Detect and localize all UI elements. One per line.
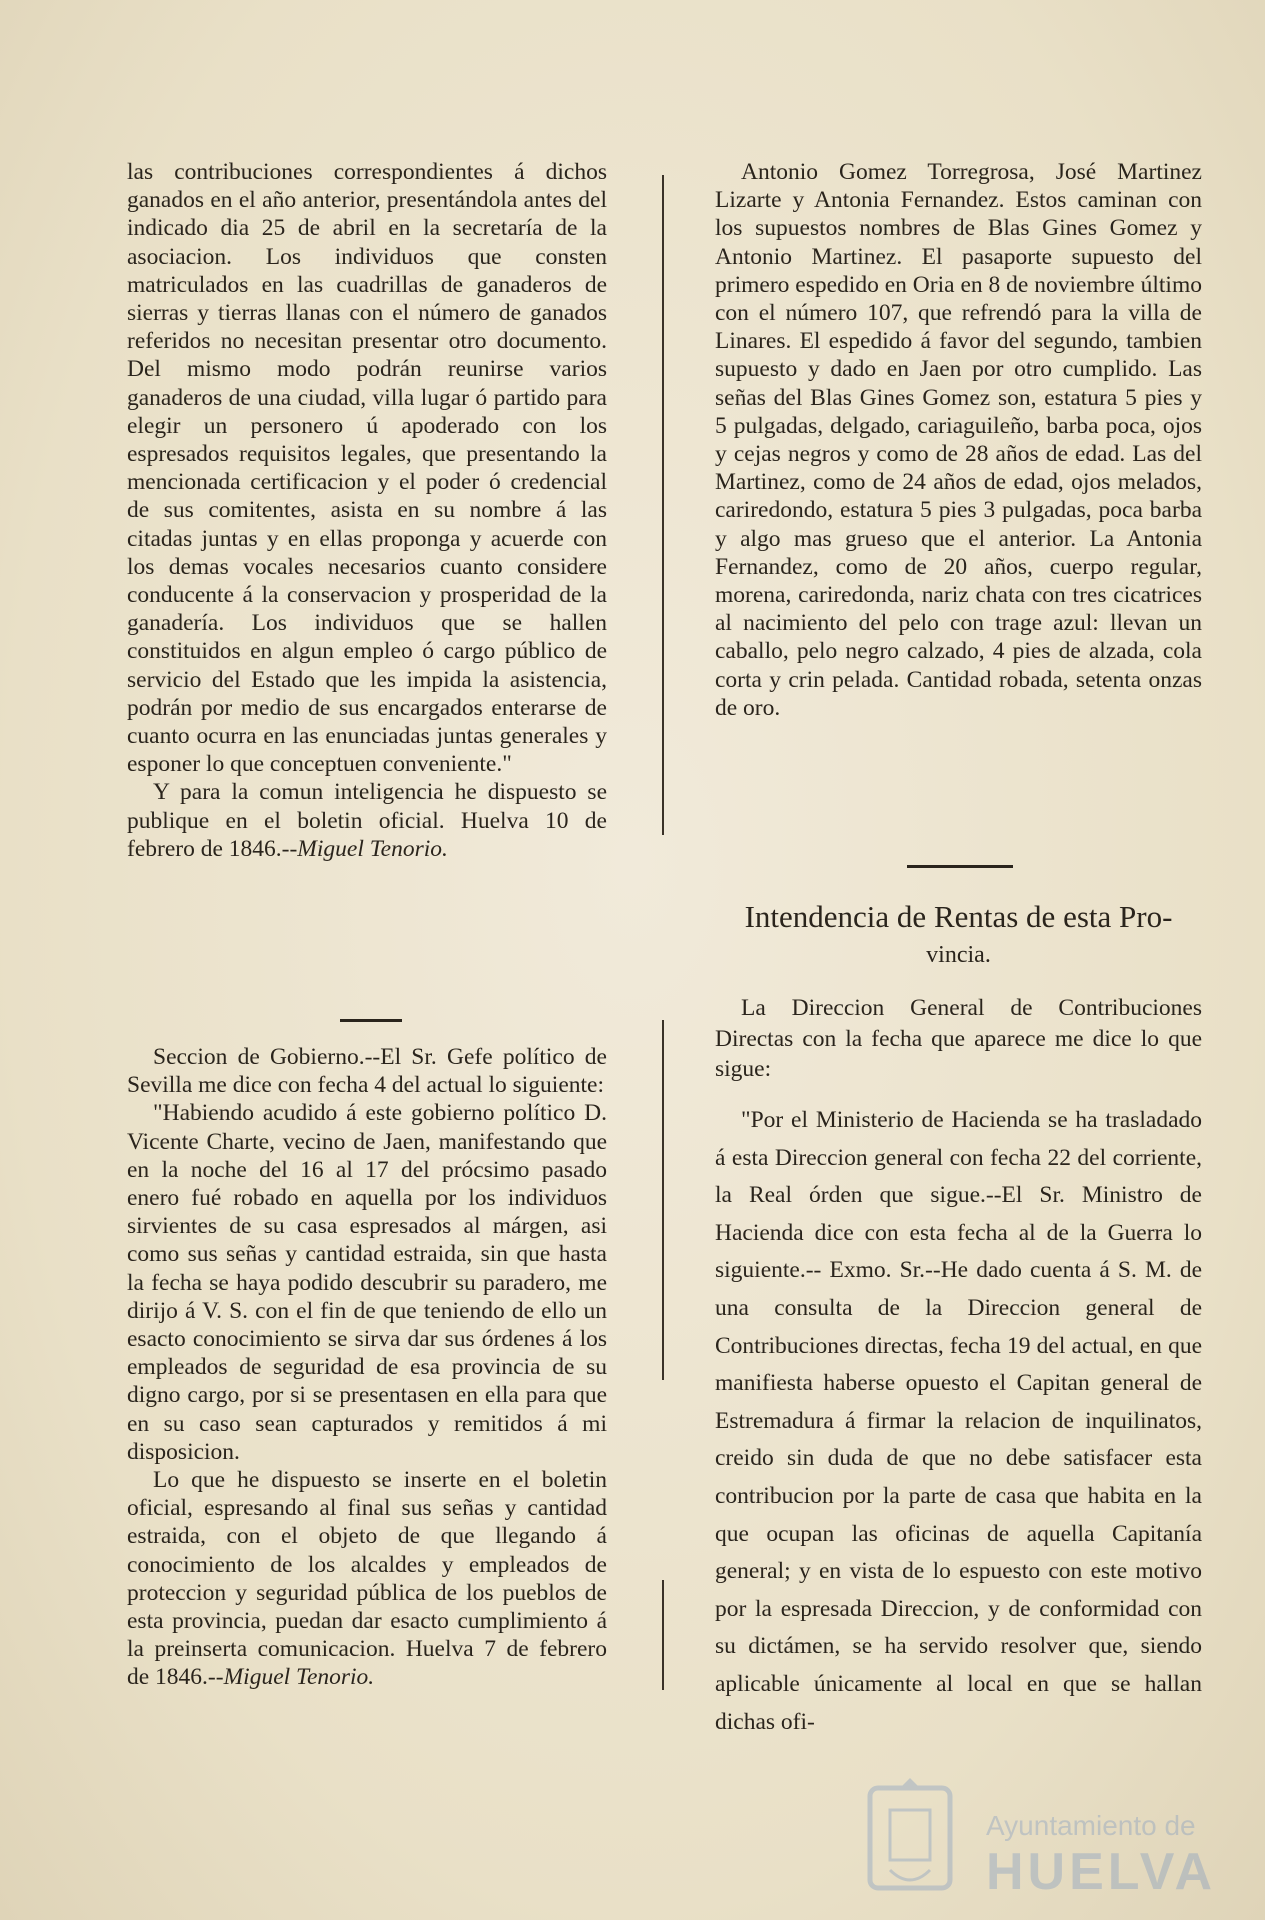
left-paragraph-5-text: Lo que he dispuesto se inserte en el boletin oficial, espresando al final sus señas y cantidad estraida, con el objeto de que llegando á conocimiento de los alcaldes y empleados de proteccion y seguridad pública de los pueblos de esta provincia, puedan dar esacto cumplimiento á la preinserta comunicacion. Huelva 7 de febrero de 1846.-- xyxy=(127,1467,607,1691)
coat-of-arms-icon xyxy=(860,1770,960,1910)
right-column-intro xyxy=(715,993,1202,1085)
left-column-lower xyxy=(127,1043,607,1692)
left-paragraph-2 xyxy=(127,778,607,863)
watermark xyxy=(860,1770,1260,1910)
right-column xyxy=(715,158,1202,722)
left-signature-2: Miguel Tenorio. xyxy=(223,1664,375,1691)
watermark-line1: Ayuntamiento de xyxy=(986,1810,1196,1841)
section-heading-line1: Intendencia de Rentas de esta Pro- xyxy=(744,899,1173,934)
left-paragraph-1: las contribuciones correspondientes á dichos ganados en el año anterior, presentándola antes del indicado dia 25 de abril en la secretaría de la asociacion. Los individuos que consten matriculados en las cuadrillas de ganaderos de sierras y tierras llanas con el número de ganados referidos no necesitan presentar otro documento. Del mismo modo podrán reunirse varios ganaderos de una ciudad, villa lugar ó partido para elegir un personero ú apoderado con los espresados requisitos legales, que presentando la mencionada certificacion y el poder ó credencial de sus comitentes, asista en su nombre á las citadas juntas y en ellas proponga y acuerde con los demas vocales necesarios cuanto considere conducente á la conservacion y prosperidad de la ganadería. Los individuos que se hallen constituidos en algun empleo ó cargo público de servicio del Estado que les impida la asistencia, podrán por medio de sus encargados enterarse de cuanto ocurra en las enunciadas juntas generales y esponer lo que conceptuen conveniente." xyxy=(127,159,607,778)
column-rule xyxy=(662,1580,664,1690)
column-rule xyxy=(662,1020,664,1380)
left-paragraph-3: Seccion de Gobierno.--El Sr. Gefe político de Sevilla me dice con fecha 4 del actual lo siguiente: xyxy=(127,1044,607,1099)
left-paragraph-2-text: Y para la comun inteligencia he dispuesto se publique en el boletin oficial. Huelva 10 de febrero de 1846.-- xyxy=(127,779,607,862)
right-paragraph-1: Antonio Gomez Torregrosa, José Martinez Lizarte y Antonia Fernandez. Estos caminan con los supuestos nombres de Blas Gines Gomez y Antonio Martinez. El pasaporte supuesto del primero espedido en Oria en 8 de noviembre último con el número 107, que refrendó para la villa de Linares. El espedido á favor del segundo, tambien supuesto y dado en Jaen por otro cumplido. Las señas del Blas Gines Gomez son, estatura 5 pies y 5 pulgadas, delgado, cariaguileño, barba poca, ojos y cejas negros y como de 28 años de edad. Las del Martinez, como de 24 años de edad, ojos melados, cariredondo, estatura 5 pies 3 pulgadas, poca barba y algo mas grueso que el anterior. La Antonia Fernandez, como de 20 años, cuerpo regular, morena, cariredonda, nariz chata con tres cicatrices al nacimiento del pelo con trage azul: llevan un caballo, pelo negro calzado, 4 pies de alzada, cola corta y crin pelada. Cantidad robada, setenta onzas de oro. xyxy=(715,159,1202,721)
right-column-order xyxy=(715,1102,1202,1741)
section-heading-line2: vincia. xyxy=(926,942,991,968)
section-divider-left xyxy=(340,1019,402,1022)
section-divider-right xyxy=(907,865,1013,868)
watermark-line2: HUELVA xyxy=(986,1843,1217,1901)
section-heading xyxy=(715,898,1202,974)
left-signature-1: Miguel Tenorio. xyxy=(297,835,448,862)
left-paragraph-4: "Habiendo acudido á este gobierno político D. Vicente Charte, vecino de Jaen, manifestando que en la noche del 16 al 17 del prócsimo pasado enero fué robado en aquella por los individuos sirvientes de su casa espresados al márgen, asi como sus señas y cantidad estraida, sin que hasta la fecha se haya podido descubrir su paradero, me dirijo á V. S. con el fin de que teniendo de ello un esacto conocimiento se sirva dar sus órdenes á los empleados de seguridad de esa provincia de su digno cargo, por si se presentasen en ella para que en su caso sean capturados y remitidos á mi disposicion. xyxy=(127,1100,607,1465)
left-column xyxy=(127,158,607,863)
column-rule xyxy=(662,175,664,835)
right-paragraph-3: "Por el Ministerio de Hacienda se ha trasladado á esta Direccion general con fecha 22 del corriente, la Real órden que sigue.--El Sr. Ministro de Hacienda dice con esta fecha al de la Guerra lo siguiente.-- Exmo. Sr.--He dado cuenta á S. M. de una consulta de la Direccion general de Contribuciones directas, fecha 19 del actual, en que manifiesta haberse opuesto el Capitan general de Estremadura á firmar la relacion de inquilinatos, creido sin duda de que no debe satisfacer esta contribucion por la parte de casa que habita en la que ocupan las oficinas de aquella Capitanía general; y en vista de lo espuesto con este motivo por la espresada Direccion, y de conformidad con su dictámen, se ha servido resolver que, siendo aplicable únicamente al local en que se hallan dichas ofi- xyxy=(715,1107,1202,1735)
right-paragraph-2: La Direccion General de Contribuciones Directas con la fecha que aparece me dice lo que sigue: xyxy=(715,995,1202,1082)
left-paragraph-5 xyxy=(127,1466,607,1692)
